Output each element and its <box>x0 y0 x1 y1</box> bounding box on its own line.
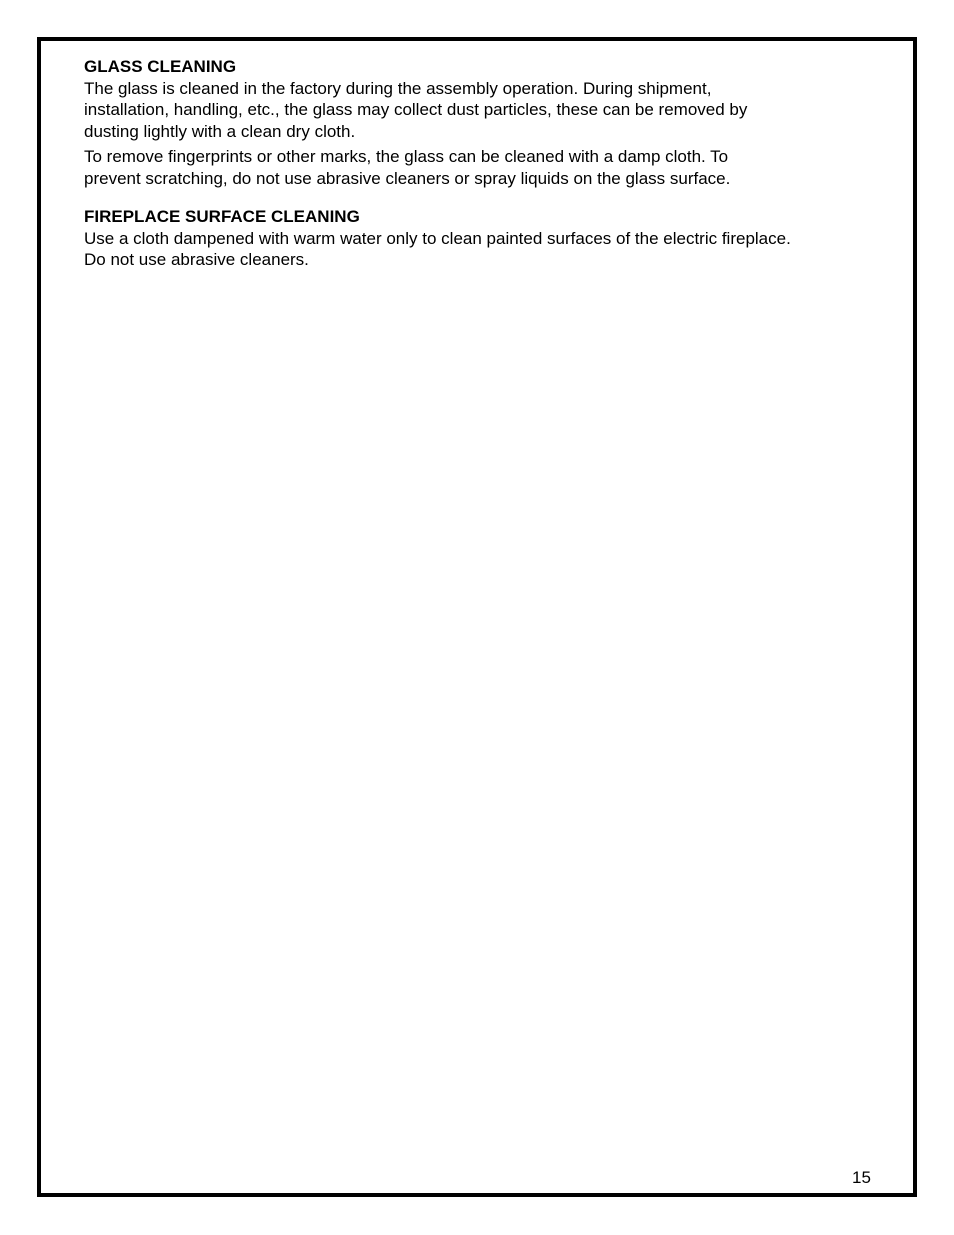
section-heading: GLASS CLEANING <box>84 57 237 76</box>
section-fireplace-surface-cleaning <box>84 206 884 271</box>
paragraph: To remove fingerprints or other marks, the glass can be cleaned with a damp cloth. To prevent scratching, do not use abrasive cleaners or spray liquids on the glass surface. <box>84 147 731 188</box>
section-glass-cleaning <box>84 56 884 189</box>
document-body <box>84 56 884 271</box>
section-heading: FIREPLACE SURFACE CLEANING <box>84 207 360 226</box>
page-number: 15 <box>852 1168 871 1187</box>
paragraph: The glass is cleaned in the factory during the assembly operation. During shipment, installation, handling, etc., the glass may collect dust particles, these can be removed by dusting lightly with a clean dry cloth. <box>84 78 748 141</box>
paragraph: Use a cloth dampened with warm water only to clean painted surfaces of the electric fireplace. Do not use abrasive cleaners. <box>84 228 791 269</box>
